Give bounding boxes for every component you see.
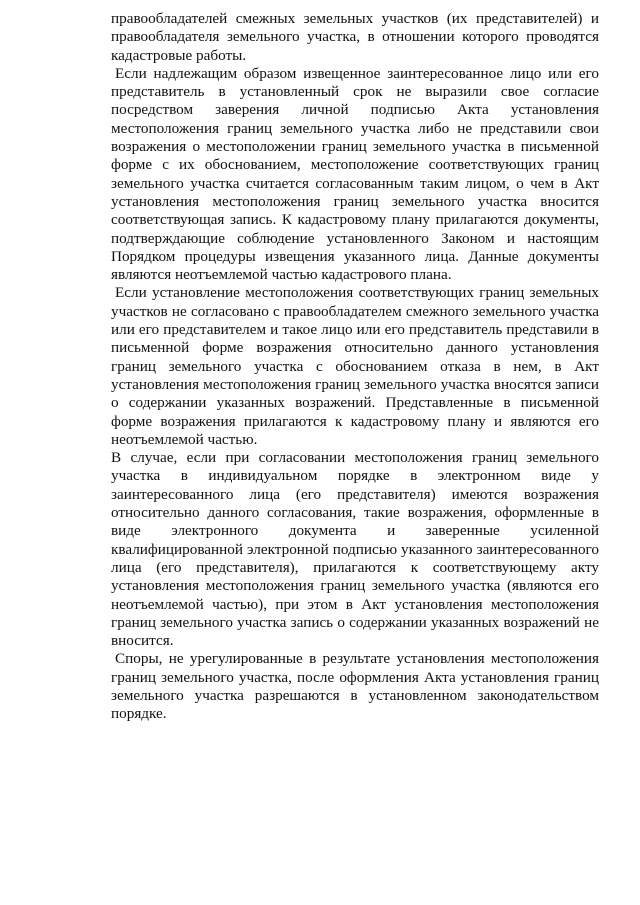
- paragraph-objections-electronic: В случае, если при согласовании местоположения границ земельного участка в индивидуальном порядке в электронном виде у заинтересованного лица (его представителя) имеются возражения относительно данного согласования, такие возражения, оформленные в виде электронного документа и заверенные усиленной квалифицированной электронной подписью указанного заинтересованного лица (его представителя), прилагаются к соответствующему акту установления местоположения границ земельного участка (являются его неотъемлемой частью), при этом в Акт установления местоположения границ земельного участка запись о содержании указанных возражений не вносится.: [111, 449, 599, 650]
- paragraph-unresponsive-party: Если надлежащим образом извещенное заинтересованное лицо или его представитель в установленный срок не выразили свое согласие посредством заверения личной подписью Акта установления местоположения границ земельного участка либо не представили свои возражения о местоположении границ земельного участка в письменной форме с их обоснованием, местоположение соответствующих границ земельного участка считается согласованным таким лицом, о чем в Акт установления местоположения границ земельного участка вносится соответствующая запись. К кадастровому плану прилагаются документы, подтверждающие соблюдение установленного Законом и настоящим Порядком процедуры извещения указанного лица. Данные документы являются неотъемлемой частью кадастрового плана.: [111, 64, 599, 284]
- document-body: [111, 10, 599, 724]
- paragraph-disputes: Споры, не урегулированные в результате установления местоположения границ земельного участка, после оформления Акта установления границ земельного участка разрешаются в установленном законодательством порядке.: [111, 650, 599, 723]
- paragraph-continuation: правообладателей смежных земельных участков (их представителей) и правообладателя земельного участка, в отношении которого проводятся кадастровые работы.: [111, 10, 599, 64]
- paragraph-objections-paper: Если установление местоположения соответствующих границ земельных участков не согласовано с правообладателем смежного земельного участка или его представителем и такое лицо или его представитель представили в письменной форме возражения относительно данного установления границ земельного участка с обоснованием отказа в нем, в Акт установления местоположения границ земельного участка вносятся записи о содержании указанных возражений. Представленные в письменной форме возражения прилагаются к кадастровому плану и являются его неотъемлемой частью.: [111, 284, 599, 448]
